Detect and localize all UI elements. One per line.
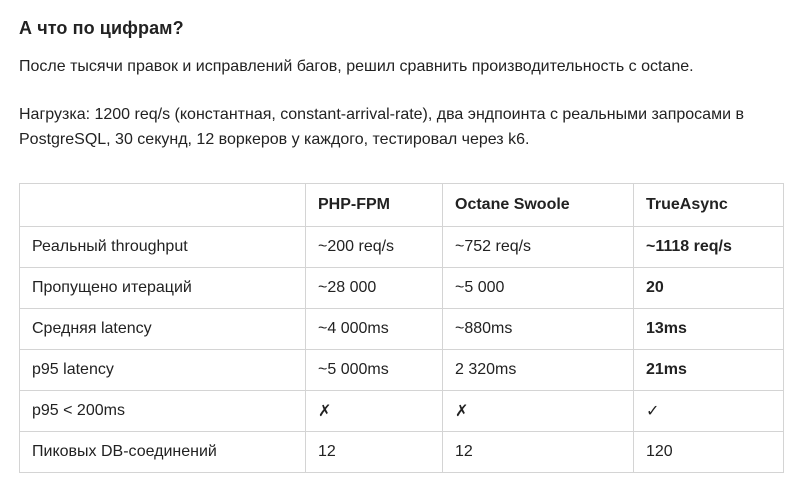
metric-cell: p95 < 200ms	[20, 391, 306, 432]
php-fpm-cell: ✗	[306, 391, 443, 432]
octane-cell: ~752 req/s	[443, 227, 634, 268]
intro-paragraph: После тысячи правок и исправлений багов, решил сравнить производительность с octane.	[19, 58, 694, 75]
header-metric	[20, 184, 306, 227]
trueasync-cell: 21ms	[634, 350, 784, 391]
metric-cell: Пиковых DB-соединений	[20, 432, 306, 473]
trueasync-cell: 13ms	[634, 309, 784, 350]
php-fpm-cell: ~200 req/s	[306, 227, 443, 268]
metric-cell: p95 latency	[20, 350, 306, 391]
octane-cell: 12	[443, 432, 634, 473]
table-header-row	[20, 184, 784, 227]
trueasync-cell: 120	[634, 432, 784, 473]
php-fpm-cell: 12	[306, 432, 443, 473]
table-row	[20, 227, 784, 268]
load-paragraph: Нагрузка: 1200 req/s (константная, constant-arrival-rate), два эндпоинта с реальными запросами в PostgreSQL, 30 секунд, 12 воркеров у каждого, тестировал через k6.	[19, 106, 744, 148]
table-row	[20, 350, 784, 391]
metric-cell: Реальный throughput	[20, 227, 306, 268]
table-row	[20, 309, 784, 350]
trueasync-cell: ✓	[634, 391, 784, 432]
php-fpm-cell: ~4 000ms	[306, 309, 443, 350]
trueasync-cell: ~1118 req/s	[634, 227, 784, 268]
table-row	[20, 432, 784, 473]
header-php-fpm: PHP-FPM	[306, 184, 443, 227]
metric-cell: Средняя latency	[20, 309, 306, 350]
php-fpm-cell: ~28 000	[306, 268, 443, 309]
octane-cell: ~5 000	[443, 268, 634, 309]
octane-cell: 2 320ms	[443, 350, 634, 391]
header-trueasync: TrueAsync	[634, 184, 784, 227]
section-heading: А что по цифрам?	[19, 18, 184, 38]
php-fpm-cell: ~5 000ms	[306, 350, 443, 391]
metric-cell: Пропущено итераций	[20, 268, 306, 309]
table-row	[20, 391, 784, 432]
table-row	[20, 268, 784, 309]
header-octane-swoole: Octane Swoole	[443, 184, 634, 227]
octane-cell: ~880ms	[443, 309, 634, 350]
trueasync-cell: 20	[634, 268, 784, 309]
benchmark-table	[19, 183, 784, 473]
octane-cell: ✗	[443, 391, 634, 432]
